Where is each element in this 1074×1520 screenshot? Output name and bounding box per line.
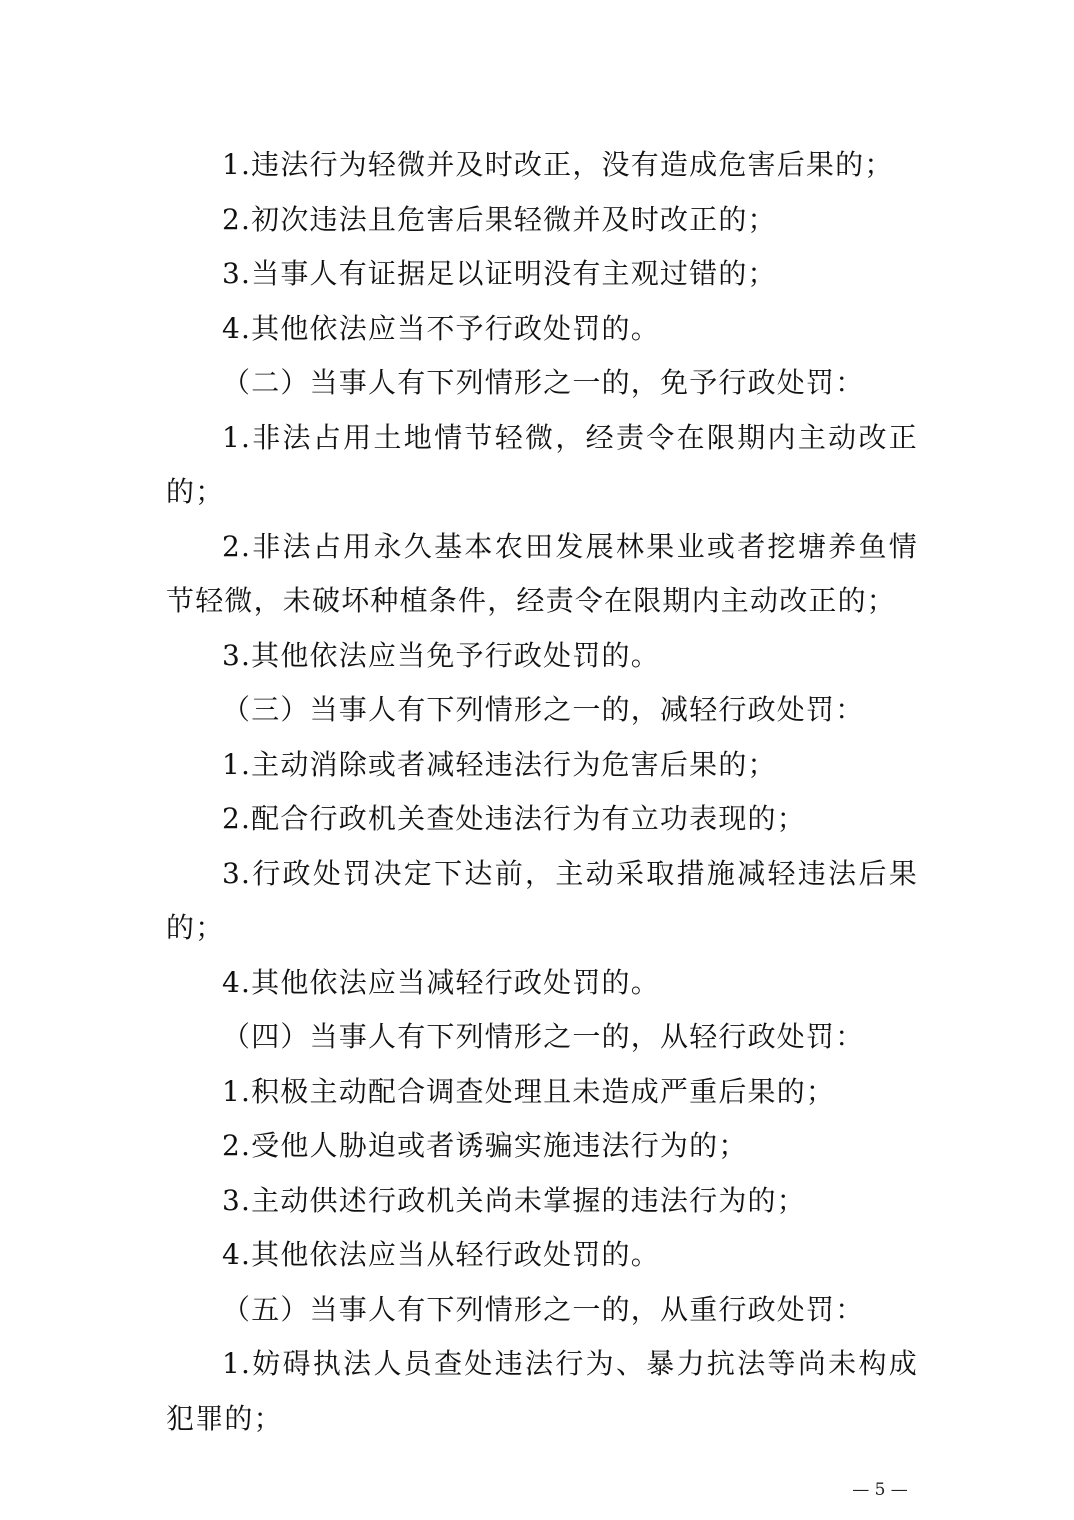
paragraph-item-1: 1.主动消除或者减轻违法行为危害后果的； [222,747,777,781]
paragraph-item-1: 1.违法行为轻微并及时改正，没有造成危害后果的； [222,148,894,181]
document-body [166,138,918,1446]
paragraph-item-3: 3.行政处罚决定下达前，主动采取措施减轻违法后果的； [166,856,918,944]
section-heading-4: （四）当事人有下列情形之一的，从轻行政处罚： [222,1020,865,1053]
paragraph-item-4: 4.其他依法应当从轻行政处罚的。 [222,1238,660,1271]
paragraph-item-3: 3.主动供述行政机关尚未掌握的违法行为的； [222,1183,806,1217]
paragraph-item-3: 3.其他依法应当免予行政处罚的。 [222,638,660,672]
paragraph-item-4: 4.其他依法应当不予行政处罚的。 [222,311,660,345]
section-heading-5: （五）当事人有下列情形之一的，从重行政处罚： [222,1292,865,1326]
section-heading-2: （二）当事人有下列情形之一的，免予行政处罚： [222,366,865,399]
paragraph-item-2: 2.受他人胁迫或者诱骗实施违法行为的； [222,1129,748,1162]
paragraph-item-1: 1.积极主动配合调查处理且未造成严重后果的； [222,1074,836,1108]
paragraph-item-3: 3.当事人有证据足以证明没有主观过错的； [222,257,777,290]
paragraph-item-1: 1.非法占用土地情节轻微，经责令在限期内主动改正的； [166,420,918,508]
paragraph-item-2: 2.非法占用永久基本农田发展林果业或者挖塘养鱼情节轻微，未破坏种植条件，经责令在限期内主动改正的； [166,529,918,617]
paragraph-item-2: 2.初次违法且危害后果轻微并及时改正的； [222,202,777,236]
section-heading-3: （三）当事人有下列情形之一的，减轻行政处罚： [222,693,865,726]
paragraph-item-4: 4.其他依法应当减轻行政处罚的。 [222,965,660,999]
page-number: — 5 — [852,1480,908,1500]
paragraph-item-2: 2.配合行政机关查处违法行为有立功表现的； [222,802,806,835]
paragraph-item-1: 1.妨碍执法人员查处违法行为、暴力抗法等尚未构成犯罪的； [166,1347,918,1435]
